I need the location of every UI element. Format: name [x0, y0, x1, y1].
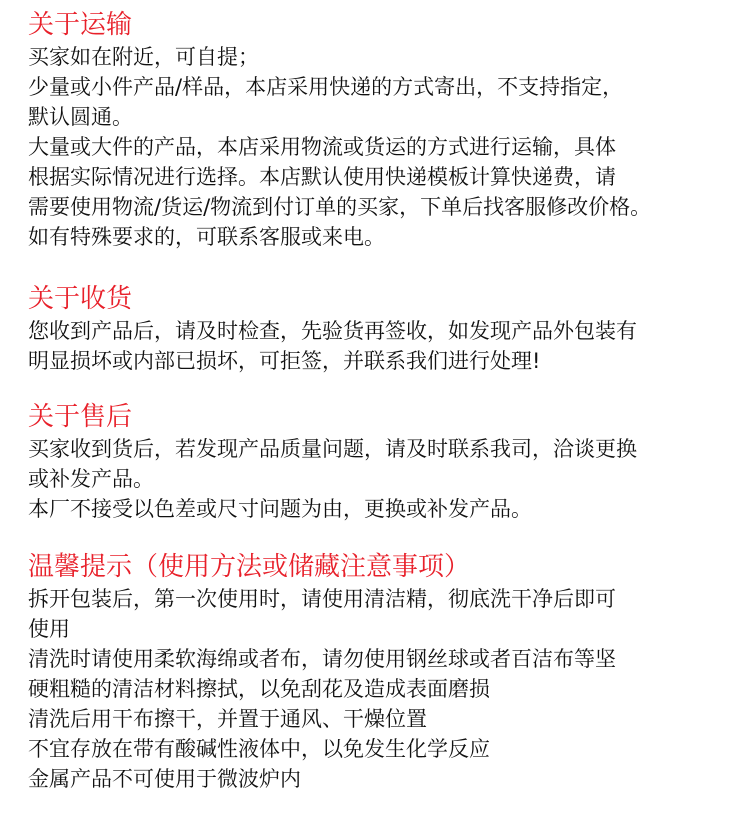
receipt-line: 明显损坏或内部已损坏，可拒签，并联系我们进行处理!: [28, 349, 541, 373]
receipt-line: 您收到产品后，请及时检查，先验货再签收，如发现产品外包装有: [28, 319, 637, 343]
shipping-line: 如有特殊要求的，可联系客服或来电。: [28, 225, 385, 249]
tips-line: 拆开包装后，第一次使用时，请使用清洁精，彻底洗干净后即可: [28, 587, 616, 611]
tips-section: [28, 550, 743, 794]
after-sales-line: 或补发产品。: [28, 467, 154, 491]
receipt-section: [28, 282, 743, 376]
shipping-line: 需要使用物流/货运/物流到付订单的买家，下单后找客服修改价格。: [28, 195, 652, 219]
after-sales-line: 本厂不接受以色差或尺寸问题为由，更换或补发产品。: [28, 497, 532, 521]
shipping-line: 买家如在附近，可自提；: [28, 45, 259, 69]
tips-line: 硬粗糙的清洁材料擦拭，以免刮花及造成表面磨损: [28, 677, 490, 701]
shipping-line: 少量或小件产品/样品，本店采用快递的方式寄出，不支持指定，: [28, 75, 624, 99]
tips-line: 清洗时请使用柔软海绵或者布，请勿使用钢丝球或者百洁布等坚: [28, 647, 616, 671]
tips-line: 清洗后用干布擦干，并置于通风、干燥位置: [28, 707, 427, 731]
after-sales-heading: 关于售后: [28, 402, 133, 432]
receipt-heading: 关于收货: [28, 284, 133, 314]
shipping-heading: 关于运输: [28, 10, 133, 40]
tips-line: 使用: [28, 617, 70, 641]
tips-line: 金属产品不可使用于微波炉内: [28, 767, 301, 791]
tips-heading: 温馨提示（使用方法或储藏注意事项）: [28, 552, 471, 582]
shipping-line: 根据实际情况进行选择。本店默认使用快递模板计算快递费，请: [28, 165, 616, 189]
shipping-line: 默认圆通。: [28, 105, 133, 129]
after-sales-section: [28, 400, 743, 524]
tips-line: 不宜存放在带有酸碱性液体中，以免发生化学反应: [28, 737, 490, 761]
after-sales-line: 买家收到货后，若发现产品质量问题，请及时联系我司，洽谈更换: [28, 437, 637, 461]
shipping-line: 大量或大件的产品，本店采用物流或货运的方式进行运输，具体: [28, 135, 616, 159]
shipping-section: [28, 8, 743, 252]
